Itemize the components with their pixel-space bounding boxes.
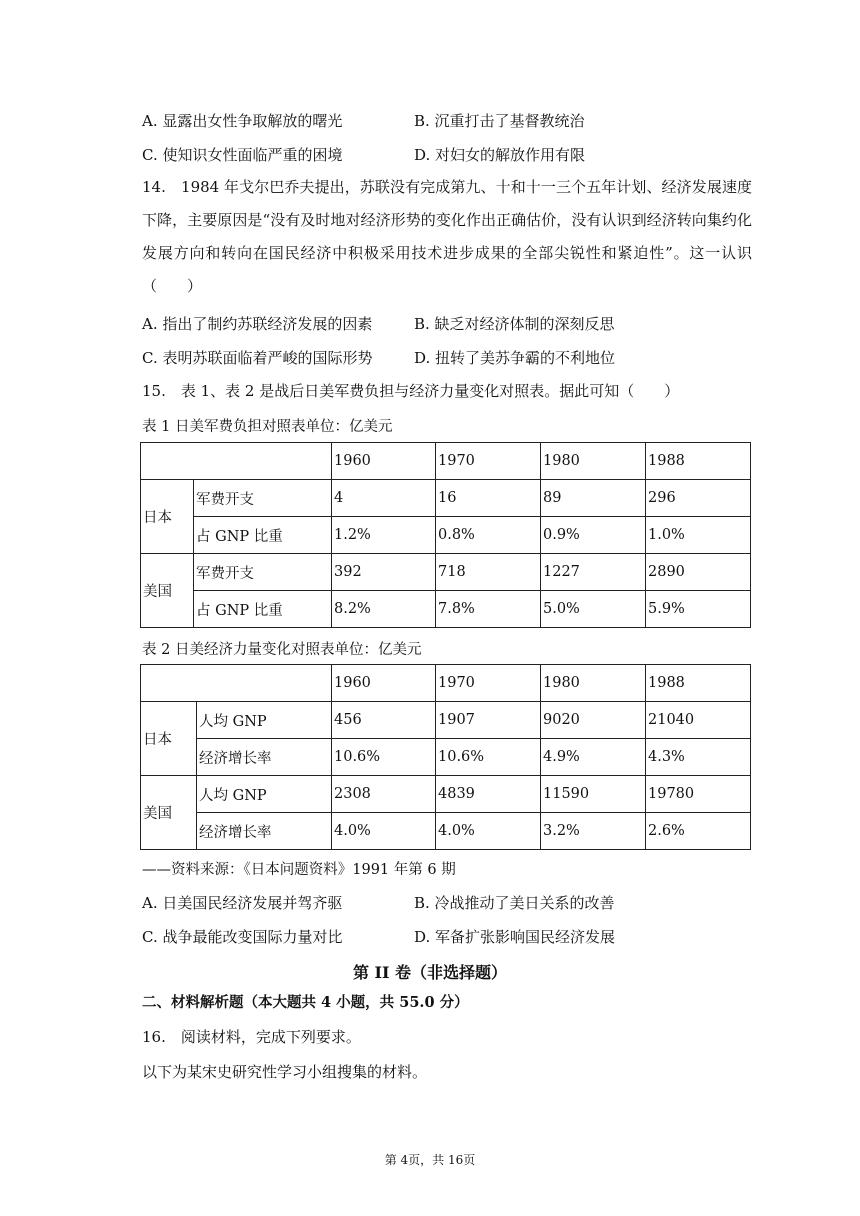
q14-option-c: C. 表明苏联面临着严峻的国际形势 [142,349,373,367]
table-cell: 10.6% [332,739,436,776]
table-cell: 2890 [646,554,751,591]
table-cell: 2.6% [646,813,751,850]
row-label: 军费开支 [194,480,332,517]
table-cell: 1227 [541,554,646,591]
table-cell: 19780 [646,776,751,813]
table-cell: 8.2% [332,591,436,628]
table2 [140,664,751,850]
part2-heading: 二、材料解析题（本大题共 4 小题，共 55.0 分） [142,994,469,1011]
q13-option-d: D. 对妇女的解放作用有限 [414,146,586,164]
table-header-cell: 1970 [436,443,541,480]
table-cell: 10.6% [436,739,541,776]
table-header-cell: 1988 [646,665,751,702]
table-header-cell: 1970 [436,665,541,702]
table-cell: 3.2% [541,813,646,850]
q14-stem: 14. 1984 年戈尔巴乔夫提出，苏联没有完成第九、十和十一三个五年计划、经济发展速度下降，主要原因是“没有及时地对经济形势的变化作出正确估价，没有认识到经济转向集约化发展方向和转向在国民经济中积极采用技术进步成果的全部尖锐性和紧迫性”。这一认识（ ） [142,178,752,295]
table-cell: 9020 [541,702,646,739]
table-cell: 1907 [436,702,541,739]
country-cell: 美国 [141,554,194,628]
row-label: 经济增长率 [197,739,332,776]
table-row [141,739,751,776]
table-cell: 0.8% [436,517,541,554]
table-row [141,702,751,739]
table-cell: 4 [332,480,436,517]
table-cell: 0.9% [541,517,646,554]
table-cell: 1.2% [332,517,436,554]
table-cell: 1.0% [646,517,751,554]
q15-option-c: C. 战争最能改变国际力量对比 [142,928,343,946]
table-cell: 7.8% [436,591,541,628]
table-cell: 16 [436,480,541,517]
q13-option-a: A. 显露出女性争取解放的曙光 [142,112,343,130]
table-cell: 4.0% [332,813,436,850]
table-row [141,813,751,850]
table-row [141,665,751,702]
row-label: 军费开支 [194,554,332,591]
row-label: 占 GNP 比重 [194,517,332,554]
row-label: 人均 GNP [197,776,332,813]
q13-option-c: C. 使知识女性面临严重的困境 [142,146,343,164]
table-row [141,554,751,591]
table-cell: 5.9% [646,591,751,628]
table2-caption: 表 2 日美经济力量变化对照表单位：亿美元 [142,642,422,658]
table-cell: 718 [436,554,541,591]
page-footer: 第 4页，共 16页 [384,1153,476,1167]
table-cell [141,443,332,480]
table-cell: 5.0% [541,591,646,628]
section-title: 第 II 卷（非选择题） [352,963,508,982]
q16-material-intro: 以下为某宋史研究性学习小组搜集的材料。 [142,1063,428,1081]
table-cell: 296 [646,480,751,517]
table1-caption: 表 1 日美军费负担对照表单位：亿美元 [142,419,393,435]
table-header-cell: 1980 [541,665,646,702]
q15-option-a: A. 日美国民经济发展并驾齐驱 [142,894,343,912]
table-header-cell: 1988 [646,443,751,480]
q16-stem: 16. 阅读材料，完成下列要求。 [142,1028,361,1046]
q13-option-b: B. 沉重打击了基督教统治 [414,112,585,130]
table-cell: 4.9% [541,739,646,776]
table-header-cell: 1960 [332,443,436,480]
country-cell: 日本 [141,702,197,776]
table-cell: 89 [541,480,646,517]
table-cell [141,665,332,702]
table-cell: 2308 [332,776,436,813]
q15-option-b: B. 冷战推动了美日关系的改善 [414,894,615,912]
table-row [141,443,751,480]
q14-option-d: D. 扭转了美苏争霸的不利地位 [414,349,616,367]
table-row [141,480,751,517]
table1 [140,442,751,628]
table-cell: 4.3% [646,739,751,776]
table-header-cell: 1980 [541,443,646,480]
table-header-cell: 1960 [332,665,436,702]
q14-option-a: A. 指出了制约苏联经济发展的因素 [142,315,373,333]
table-row [141,517,751,554]
row-label: 占 GNP 比重 [194,591,332,628]
q15-option-d: D. 军备扩张影响国民经济发展 [414,928,616,946]
source-note: ——资料来源：《日本问题资料》1991 年第 6 期 [142,862,456,878]
country-cell: 日本 [141,480,194,554]
table-cell: 11590 [541,776,646,813]
table-cell: 392 [332,554,436,591]
table-cell: 21040 [646,702,751,739]
table-row [141,776,751,813]
q15-stem: 15. 表 1、表 2 是战后日美军费负担与经济力量变化对照表。据此可知（ ） [142,382,680,400]
row-label: 人均 GNP [197,702,332,739]
table-row [141,591,751,628]
row-label: 经济增长率 [197,813,332,850]
q14-option-b: B. 缺乏对经济体制的深刻反思 [414,315,615,333]
table-cell: 456 [332,702,436,739]
table-cell: 4839 [436,776,541,813]
country-cell: 美国 [141,776,197,850]
table-cell: 4.0% [436,813,541,850]
